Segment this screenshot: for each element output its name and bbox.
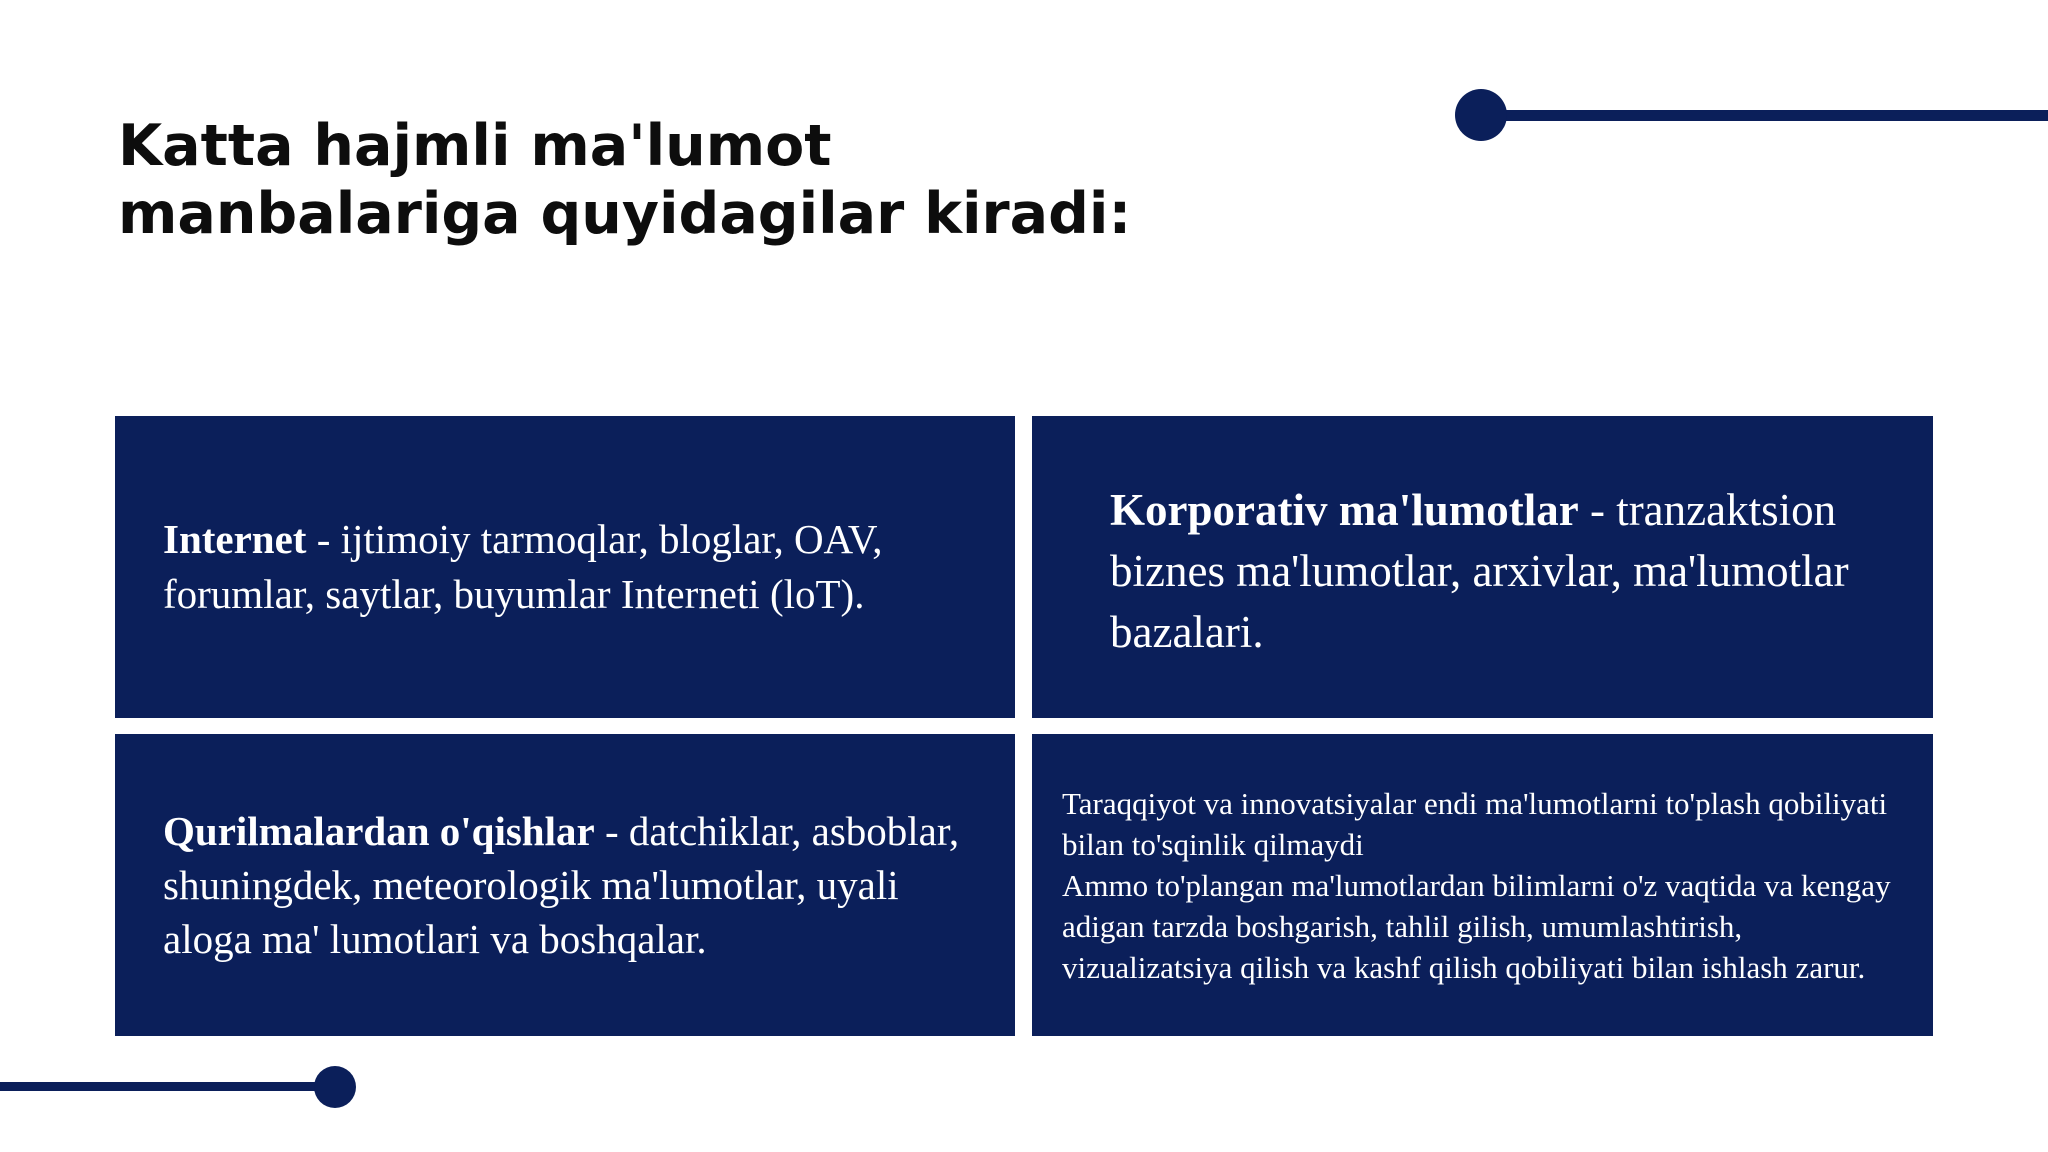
card-innovation-line-1: Taraqqiyot va innovatsiyalar endi ma'lumotlarni to'plash qobiliyati bilan to'sqinlik qilmaydi [1062, 785, 1888, 862]
decorative-top-line [1482, 110, 2048, 121]
decorative-bottom-line [0, 1082, 336, 1091]
card-corporate-text: Korporativ ma'lumotlar - tranzaktsion biznes ma'lumotlar, arxivlar, ma'lumotlar bazalari. [1110, 485, 1849, 657]
decorative-bottom-dot [314, 1066, 356, 1108]
card-corporate-body: tranzaktsion biznes ma'lumotlar, arxivlar, ma'lumotlar bazalari. [1110, 485, 1849, 657]
card-device-heading: Qurilmalardan o'qishlar [163, 808, 595, 854]
card-device-text: Qurilmalardan o'qishlar - datchiklar, asboblar, shuningdek, meteorologik ma'lumotlar, uyali aloga ma' lumotlari va boshqalar. [163, 808, 960, 962]
card-internet-text: Internet - ijtimoiy tarmoqlar, bloglar, OAV, forumlar, saytlar, buyumlar Interneti (loT). [163, 516, 883, 617]
decorative-top-dot [1455, 89, 1507, 141]
card-device-body: datchiklar, asboblar, shuningdek, meteorologik ma'lumotlar, uyali aloga ma' lumotlari va boshqalar. [163, 808, 960, 962]
card-internet-heading: Internet [163, 516, 307, 562]
card-corporate-heading: Korporativ ma'lumotlar [1110, 485, 1579, 535]
slide-title: Katta hajmli ma'lumot manbalariga quyidagilar kiradi: [118, 113, 1132, 247]
card-innovation-line-2: Ammo to'plangan ma'lumotlardan bilimlarni o'z vaqtida va kengay adigan tarzda boshgarish, tahlil gilish, umumlashtirish, vizualizatsiya qilish va kashf qilish qobiliyati bilan ishlash zarur. [1062, 867, 1891, 985]
card-internet [115, 416, 1015, 718]
card-innovation-note [1032, 734, 1933, 1036]
card-internet-body: ijtimoiy tarmoqlar, bloglar, OAV, forumlar, saytlar, buyumlar Interneti (loT). [163, 516, 883, 617]
card-device-readings [115, 734, 1015, 1036]
card-innovation-text [1062, 783, 1903, 988]
card-corporate-data [1032, 416, 1933, 718]
